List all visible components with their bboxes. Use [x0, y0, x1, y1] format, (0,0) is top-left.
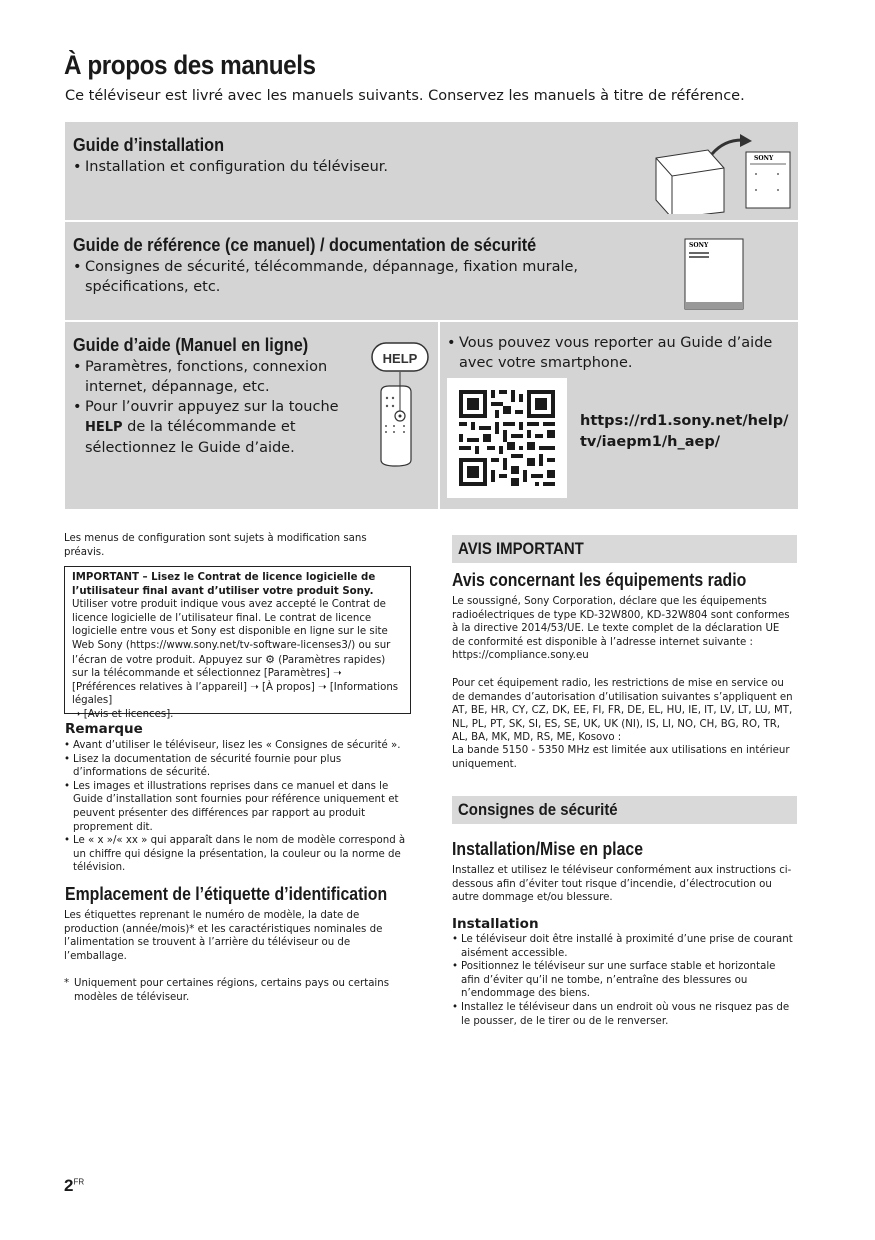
page-number: $2^{FR}$: [64, 1176, 85, 1195]
config-menu-note: Les menus de configuration sont sujets à modification sans préavis.: [64, 533, 367, 558]
reference-guide-bullet-line2: spécifications, etc.: [85, 279, 221, 295]
footnote: * Uniquement pour certaines régions, certains pays ou certains modèles de téléviseur.: [64, 978, 390, 1003]
list-item: • Installez le téléviseur dans un endroit où vous ne risquez pas de le pousser, de le tirer ou de le renverser.: [452, 1001, 796, 1028]
avis-important-bar: [452, 535, 797, 563]
help-guide-title: Guide d’aide (Manuel en ligne): [73, 334, 309, 355]
list-item: • Le « x »/« xx » qui apparaît dans le nom de modèle correspond à un chiffre qui désigne la présentation, la couleur ou la norme de télévision.: [64, 834, 410, 875]
radio-equipment-heading: Avis concernant les équipements radio: [452, 570, 747, 590]
radio-equipment-p3: La bande 5150 - 5350 MHz est limitée aux utilisations en intérieur uniquement.: [452, 745, 790, 770]
list-item: • Le téléviseur doit être installé à proximité d’une prise de courant aisément accessible.: [452, 933, 796, 960]
arrow-right-icon: ➝: [333, 668, 342, 680]
installation-guide-bullet: • Installation et configuration du téléviseur.: [73, 157, 573, 177]
box-brand-logo: SONY: [754, 155, 774, 162]
help-guide-bullet-1: • Paramètres, fonctions, connexion internet, dépannage, etc.: [73, 357, 345, 397]
installation-text: Installez et utilisez le téléviseur conformément aux instructions ci-dessous afin d’éviter tout risque d’incendie, d’électrocution ou autre dommage et/ou blessure.: [452, 865, 792, 904]
safety-bar: [452, 796, 797, 824]
help-button-icon: HELP: [382, 351, 418, 366]
remote-illustration: [371, 342, 433, 468]
smartphone-bullet: • Vous pouvez vous reporter au Guide d’aide avec votre smartphone.: [447, 333, 787, 373]
important-license-heading: IMPORTANT – Lisez le Contrat de licence logicielle de l’utilisateur final avant d’utiliser votre produit Sony.: [72, 572, 376, 597]
page-title: À propos des manuels: [64, 50, 316, 80]
list-item: • Lisez la documentation de sécurité fournie pour plus d’informations de sécurité.: [64, 753, 410, 780]
help-url[interactable]: https://rd1.sony.net/help/ tv/iaepm1/h_aep/: [580, 413, 789, 450]
book-brand-logo: SONY: [689, 242, 709, 249]
label-location-heading: Emplacement de l’étiquette d’identification: [65, 884, 388, 904]
avis-important-heading: AVIS IMPORTANT: [458, 539, 584, 558]
list-item: • Positionnez le téléviseur sur une surface stable et horizontale afin d’éviter qu’il ne tombe, n’entraîne des blessures ou n’endommage des biens.: [452, 960, 796, 1001]
installation-subheading: Installation: [452, 916, 539, 932]
remarque-heading: Remarque: [65, 721, 143, 737]
list-item: • Avant d’utiliser le téléviseur, lisez les « Consignes de sécurité ».: [64, 739, 410, 753]
gear-icon: ⚙: [265, 652, 275, 666]
installation-list: [452, 933, 796, 1028]
reference-book-illustration: [684, 238, 746, 312]
important-license-box: IMPORTANT – Lisez le Contrat de licence logicielle de l’utilisateur final avant d’utiliser votre produit Sony. Utiliser votre produit indique vous avez accepté le Contrat de licence logicielle de l’utilisateur final. Le contrat de licence logicielle entre vous et Sony est disponible en ligne sur le site Web Sony (https://www.sony.net/tv-software-licenses3/) ou sur l’écran de votre produit. Appuyez sur ⚙ (Paramètres rapides) sur la télécommande et sélectionnez [Paramètres] ➝ [Préférences relatives à l’appareil] ➝ [À propos] ➝ [Informations légales] ➝ [Avis et licences].: [64, 566, 411, 714]
panel-help-smartphone: [440, 322, 798, 509]
installation-heading: Installation/Mise en place: [452, 839, 644, 859]
installation-guide-title: Guide d’installation: [73, 134, 225, 155]
tv-box-illustration: [650, 134, 792, 214]
panel-help-guide: [65, 322, 438, 509]
qr-code[interactable]: [447, 378, 567, 498]
remarque-list: [64, 739, 410, 875]
radio-equipment-p1: Le soussigné, Sony Corporation, déclare que les équipements radioélectriques de type KD-32W800, KD-32W804 sont conformes à la directive 2014/53/UE. Le texte complet de la déclaration UE de conformité est disponible à l’adresse internet suivante : https://compliance.sony.eu: [452, 596, 790, 662]
page-subtitle: Ce téléviseur est livré avec les manuels suivants. Conservez les manuels à titre de référence.: [65, 88, 745, 104]
arrow-right-icon: ➝: [72, 708, 81, 720]
arrow-right-icon: ➝: [250, 681, 259, 693]
safety-heading: Consignes de sécurité: [458, 800, 618, 819]
qr-code-icon: [447, 378, 567, 498]
panel-reference-guide: [65, 222, 798, 320]
help-guide-bullet-2: • Pour l’ouvrir appuyez sur la touche HELP de la télécommande et sélectionnez le Guide d’aide.: [73, 397, 345, 458]
panel-installation-guide: [65, 122, 798, 220]
radio-equipment-p2: Pour cet équipement radio, les restrictions de mise en service ou de demandes d’autorisation d’utilisation suivantes s’appliquent en AT, BE, HR, CY, CZ, DK, EE, FI, FR, DE, EL, HU, IE, IT, LV, LT, LU, MT, NL, PL, PT, SK, SI, ES, SE, UK, UK (NI), IS, LI, NO, CH, BG, RO, TR, AL, BA, MK, MD, RS, ME, Kosovo :: [452, 678, 793, 744]
reference-guide-title: Guide de référence (ce manuel) / documentation de sécurité: [73, 234, 537, 255]
list-item: • Les images et illustrations reprises dans ce manuel et dans le Guide d’installation sont fournies pour référence uniquement et peuvent présenter des différences par rapport au produit proprement dit.: [64, 780, 410, 834]
label-location-text: Les étiquettes reprenant le numéro de modèle, la date de production (année/mois)* et les caractéristiques nominales de l’alimentation se trouvent à l’arrière du téléviseur ou de l’emballage.: [64, 910, 383, 962]
reference-guide-bullet-line1: Consignes de sécurité, télécommande, dépannage, fixation murale,: [85, 259, 579, 275]
arrow-right-icon: ➝: [318, 681, 327, 693]
help-key-label: HELP: [85, 420, 123, 435]
